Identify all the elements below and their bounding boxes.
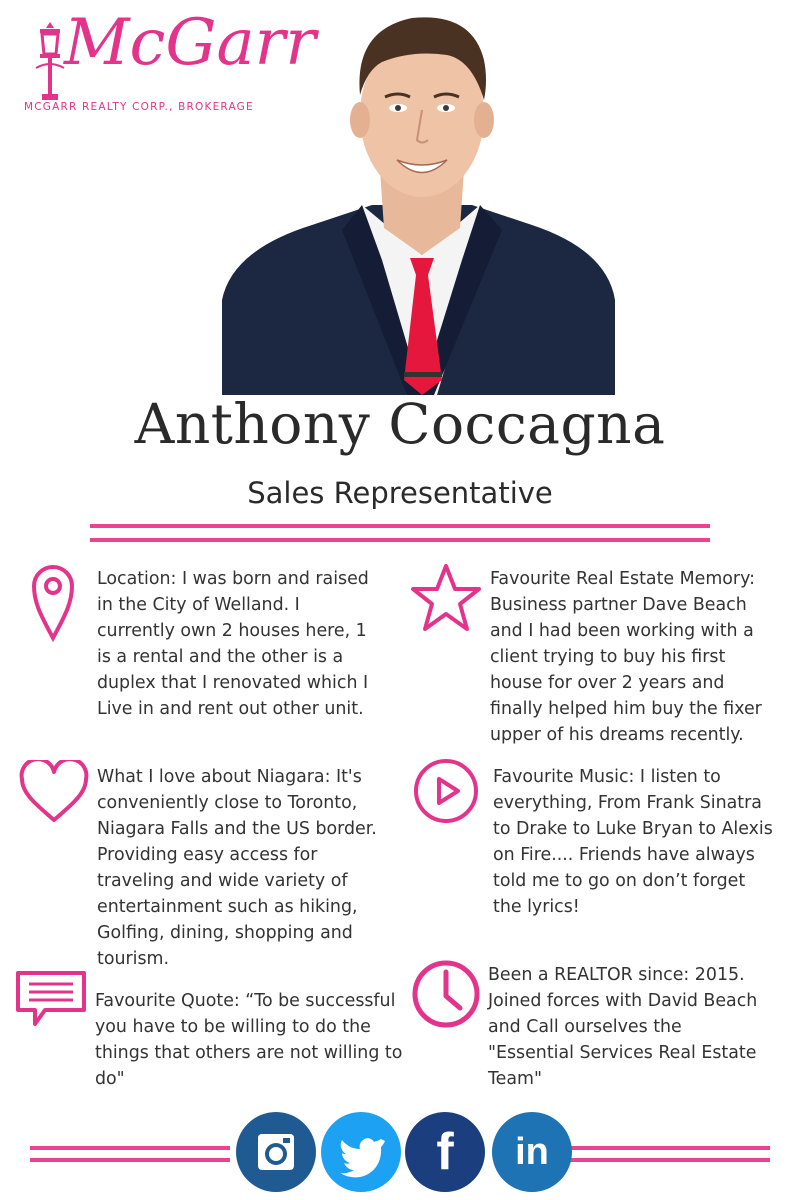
divider-bottom-left [30,1146,230,1150]
twitter-icon [321,1112,401,1192]
memory-text: Favourite Real Estate Memory: Business partner Dave Beach and I had been working with a client trying to buy his first house for over 2 years and finally helped him buy the fixer upper of his dreams recently. [490,569,762,745]
chat-bubble-icon [15,970,87,1028]
brokerage-name: MCGARR REALTY CORP., BROKERAGE [24,101,254,113]
divider-bottom-right [570,1146,770,1150]
instagram-button[interactable] [236,1112,316,1192]
twitter-button[interactable] [321,1112,401,1192]
star-icon [410,562,482,634]
profile-photo [222,0,615,395]
agent-title: Sales Representative [247,476,553,510]
linkedin-button[interactable] [492,1112,572,1192]
quote-text: Favourite Quote: “To be successful you have to be willing to do the things that others are not willing to do" [95,991,403,1089]
agent-name: Anthony Coccagna [134,392,666,456]
clock-icon [410,958,482,1030]
realtor-text: Been a REALTOR since: 2015. Joined forces with David Beach and Call ourselves the "Essential Services Real Estate Team" [488,965,758,1089]
map-pin-icon [30,562,76,642]
play-icon [412,757,480,825]
instagram-icon [236,1112,316,1192]
divider-bottom-left-2 [30,1158,230,1162]
niagara-text: What I love about Niagara: It's conveniently close to Toronto, Niagara Falls and the US border. Providing easy access for traveling and wide variety of entertainment such as hiking, Golfing, dining, shopping and tourism. [97,767,377,969]
music-text: Favourite Music: I listen to everything, From Frank Sinatra to Drake to Luke Bryan to Alexis on Fire.... Friends have always told me to go on don’t forget the lyrics! [493,767,773,917]
linkedin-icon: in [515,1131,549,1173]
divider-top-2 [90,538,710,542]
facebook-button[interactable] [405,1112,485,1192]
facebook-icon: f [436,1123,454,1181]
location-text: Location: I was born and raised in the City of Welland. I currently own 2 houses here, 1 is a rental and the other is a duplex that I renovated which I Live in and rent out other unit. [97,569,369,719]
brand-name: McGarr [64,6,316,80]
divider-top [90,524,710,528]
heart-icon [18,760,90,824]
divider-bottom-right-2 [570,1158,770,1162]
